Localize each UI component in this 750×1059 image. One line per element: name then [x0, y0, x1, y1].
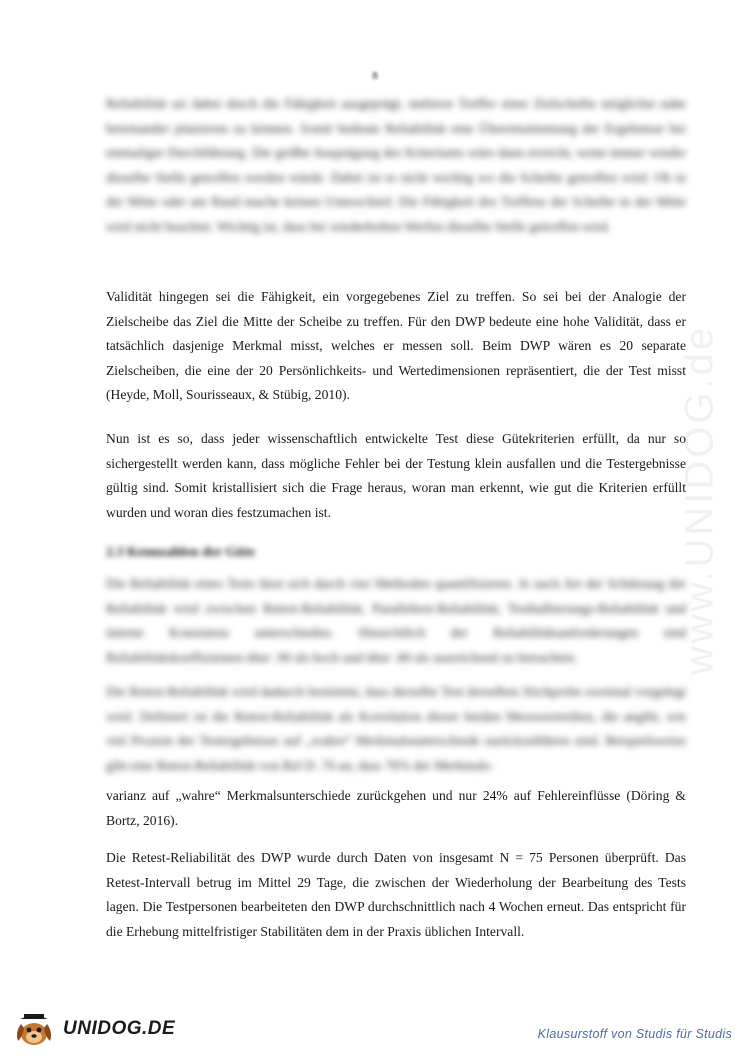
logo-text: UNIDOG.DE: [63, 1018, 176, 1039]
unidog-logo[interactable]: [8, 1010, 176, 1050]
paragraph-blurred-reliability: Reliabilität sei dabei durch die Fähigkeit ausgeprägt, mehrere Treffer einer Zielscheibe möglichst nahe beieinander platzieren zu können. Somit bedeute Reliabilität eine Übereinstimmung der Ergebnisse bei einmaliger Durchführung. Die größte Ausprägung des Kriteriums wäre dann erreicht, wenn immer wieder dieselbe Stelle getroffen werden würde. Dabei ist es nicht wichtig wo die Scheibe getroffen wird. Ob in der Mitte oder am Rand mache keinen Unterschied. Die Fähigkeit des Treffens der Scheibe in der Mitte wird nicht beachtet. Wichtig ist, dass bei wiederholten Werfen dieselbe Stelle getroffen wird.: [106, 96, 686, 234]
paragraph-retest-dwp: Die Retest-Reliabilität des DWP wurde durch Daten von insgesamt N = 75 Personen überprüft. Das Retest-Intervall betrug im Mittel 29 Tage, die zwischen der Wiederholung der Bearbeitung des Tests lagen. Die Testpersonen bearbeiteten den DWP durchschnittlich nach 4 Wochen erneut. Das entspricht für die Erhebung mittelfristiger Stabilitäten dem in der Praxis üblichen Intervall.: [106, 850, 686, 939]
section-heading-blurred: 2.3 Kennzahlen der Güte: [106, 545, 256, 560]
footer-slogan: Klausurstoff von Studis für Studis: [537, 1027, 732, 1041]
paragraph-variance: varianz auf „wahre“ Merkmalsunterschiede zurückgehen und nur 24% auf Fehlereinflüsse (Döring & Bortz, 2016).: [106, 788, 686, 828]
paragraph-validity: Validität hingegen sei die Fähigkeit, ein vorgegebenes Ziel zu treffen. So sei bei der Analogie der Zielscheibe das Ziel die Mitte der Scheibe zu treffen. Für den DWP bedeute eine hohe Validität, dass er tatsächlich dasjenige Merkmal misst, welches er messen soll. Beim DWP wären es 20 separate Zielscheiben, die eine der 20 Persönlichkeits- und Wertedimensionen repräsentiert, die der Test misst (Heyde, Moll, Sourisseaux, & Stübig, 2010).: [106, 289, 686, 402]
watermark-text: www.UNIDOG.de: [677, 324, 722, 676]
paragraph-criteria: Nun ist es so, dass jeder wissenschaftlich entwickelte Test diese Gütekriterien erfüllt, da nur so sichergestellt werden kann, dass mögliche Fehler bei der Testung klein ausfallen und die Testergebnisse gültig sind. Somit kristallisiert sich die Frage heraus, woran man erkennt, wie gut die Kriterien erfüllt wurden und woran dies festzumachen ist.: [106, 431, 686, 520]
dog-mascot-icon: [8, 1010, 60, 1050]
page-number: 8: [372, 70, 378, 82]
paragraph-blurred-quantification: Die Reliabilität eines Tests lässt sich durch vier Methoden quantifizieren. Je nach Art der Schätzung der Reliabilität wird zwischen Retest-Reliabilität, Paralleltest-Reliabilität, Testhalbierungs-Reliabilität und interne Konsistenz unterschieden. Hinsichtlich der Reliabilitätsanforderungen sind Reliabilitätskoeffizienten über .90 als hoch und über .80 als ausreichend zu betrachten.: [106, 576, 686, 665]
paragraph-blurred-retest: Die Retest-Reliabilität wird dadurch bestimmt, dass derselbe Test derselben Stichprobe zweimal vorgelegt wird. Definiert ist die Retest-Reliabilität als Korrelation dieser beiden Messwertreihen, die angibt, wie viel Prozent der Testergebnisse auf „wahre“ Merkmalsunterschiede zurückzuführen sind. Beispielsweise gibt eine Retest-Reliabilität von Rel D .76 an, dass 76% der Merkmals-: [106, 684, 686, 773]
